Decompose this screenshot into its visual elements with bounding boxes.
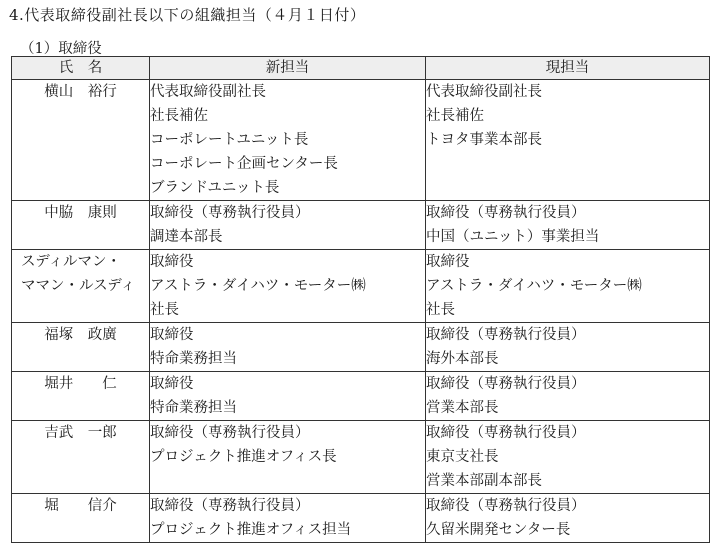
position-text: 社長	[150, 302, 179, 318]
position-text: アストラ・ダイハツ・モーター㈱	[426, 278, 642, 294]
director-name	[12, 201, 150, 250]
current-assignment	[426, 372, 710, 421]
position-text: 取締役（専務執行役員）	[150, 425, 310, 441]
position-text: 社長	[426, 302, 455, 318]
current-assignment	[426, 421, 710, 494]
column-header-new: 新担当	[150, 57, 426, 80]
position-text: 取締役	[150, 327, 194, 343]
director-name	[12, 372, 150, 421]
position-text: 取締役（専務執行役員）	[426, 498, 586, 514]
position-text: 取締役	[426, 254, 470, 270]
position-text: 社長補佐	[426, 108, 484, 124]
new-assignment	[150, 372, 426, 421]
position-text: 代表取締役副社長	[426, 84, 542, 100]
name-text: 吉武 一郎	[44, 425, 117, 441]
position-text: 東京支社長	[426, 449, 499, 465]
subsection-heading: （1）取締役	[20, 41, 102, 57]
section-heading: 4.代表取締役副社長以下の組織担当（４月１日付）	[9, 6, 366, 24]
name-text: ママン・ルスディ	[21, 278, 136, 294]
position-text: 取締役（専務執行役員）	[150, 498, 310, 514]
new-assignment	[150, 323, 426, 372]
directors-table	[11, 56, 710, 543]
director-name	[12, 421, 150, 494]
new-assignment	[150, 494, 426, 543]
name-text: スディルマン・	[21, 254, 122, 270]
name-text: 堀井 仁	[44, 376, 117, 392]
director-name	[12, 80, 150, 201]
position-text: プロジェクト推進オフィス担当	[150, 522, 352, 538]
position-text: プロジェクト推進オフィス長	[150, 449, 337, 465]
director-name	[12, 250, 150, 323]
name-text: 中脇 康則	[44, 205, 117, 221]
new-assignment	[150, 80, 426, 201]
position-text: 中国（ユニット）事業担当	[426, 229, 600, 245]
position-text: 取締役（専務執行役員）	[150, 205, 310, 221]
column-header-name: 氏 名	[12, 57, 150, 80]
position-text: 取締役（専務執行役員）	[426, 376, 586, 392]
position-text: 取締役（専務執行役員）	[426, 425, 586, 441]
current-assignment	[426, 323, 710, 372]
position-text: 取締役（専務執行役員）	[426, 205, 586, 221]
position-text: 海外本部長	[426, 351, 499, 367]
table-row	[12, 494, 710, 543]
position-text: 社長補佐	[150, 108, 208, 124]
position-text: 調達本部長	[150, 229, 223, 245]
position-text: コーポレート企画センター長	[150, 156, 338, 172]
name-text: 福塚 政廣	[44, 327, 117, 343]
position-text: ブランドユニット長	[150, 180, 280, 196]
position-text: 取締役	[150, 254, 194, 270]
current-assignment	[426, 250, 710, 323]
new-assignment	[150, 201, 426, 250]
position-text: 特命業務担当	[150, 351, 237, 367]
position-text: 営業本部長	[426, 400, 499, 416]
table-row	[12, 421, 710, 494]
position-text: 久留米開発センター長	[426, 522, 571, 538]
position-text: 特命業務担当	[150, 400, 237, 416]
table-row	[12, 323, 710, 372]
table-header-row	[12, 57, 710, 80]
position-text: コーポレートユニット長	[150, 132, 309, 148]
name-text: 堀 信介	[44, 498, 117, 514]
position-text: 代表取締役副社長	[150, 84, 266, 100]
current-assignment	[426, 80, 710, 201]
table-row	[12, 250, 710, 323]
table-row	[12, 80, 710, 201]
current-assignment	[426, 494, 710, 543]
position-text: アストラ・ダイハツ・モーター㈱	[150, 278, 366, 294]
new-assignment	[150, 421, 426, 494]
position-text: 営業本部副本部長	[426, 473, 542, 489]
position-text: 取締役（専務執行役員）	[426, 327, 586, 343]
table-row	[12, 201, 710, 250]
column-header-current: 現担当	[426, 57, 710, 80]
position-text: トヨタ事業本部長	[426, 132, 542, 148]
director-name	[12, 323, 150, 372]
director-name	[12, 494, 150, 543]
name-text: 横山 裕行	[44, 84, 117, 100]
position-text: 取締役	[150, 376, 194, 392]
table-row	[12, 372, 710, 421]
current-assignment	[426, 201, 710, 250]
new-assignment	[150, 250, 426, 323]
